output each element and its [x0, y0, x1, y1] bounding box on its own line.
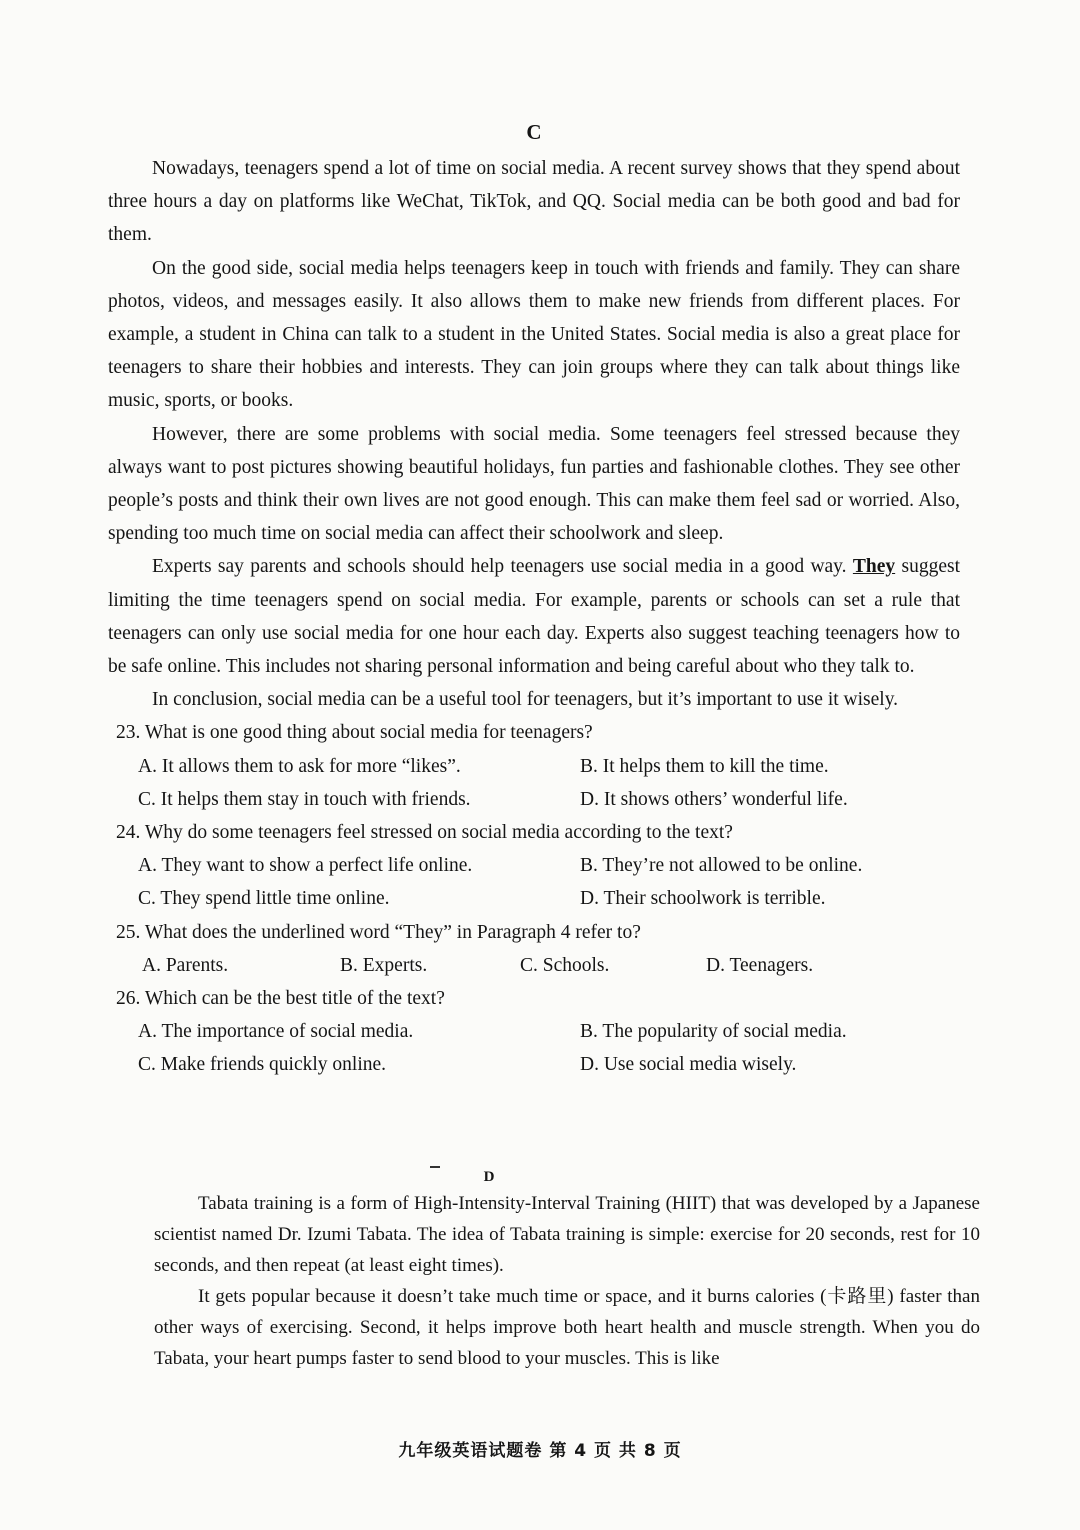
question-list	[108, 716, 960, 1081]
passage-c-paragraph-1: Nowadays, teenagers spend a lot of time on social media. A recent survey shows that they spend about three hours a day on platforms like WeChat, TikTok, and QQ. Social media can be both good and bad for them.	[108, 158, 960, 246]
paragraph-4-rest: suggest limiting the time teenagers spend on social media. For example, parents or schools can set a rule that teenagers can only use social media for one hour each day. Experts also suggest teaching teenagers how to be safe online. This includes not sharing personal information and being careful about who they talk to.	[108, 556, 960, 678]
section-d-heading: D	[483, 1169, 495, 1185]
option-24d: D. Their schoolwork is terrible.	[580, 888, 826, 910]
underlined-word-they: They	[852, 556, 896, 578]
passage-d-paragraph-2: It gets popular because it doesn’t take much time or space, and it burns calories (卡路里) faster than other ways of exercising. Second, it helps improve both heart health and muscle strength. When you do Tabata, your heart pumps faster to send blood to your muscles. This is like	[154, 1286, 980, 1369]
question-23-options	[108, 750, 960, 816]
reading-section-d	[154, 1166, 980, 1374]
option-26a: A. The importance of social media.	[138, 1021, 414, 1043]
reading-section-c	[108, 118, 960, 1082]
option-25b: B. Experts.	[340, 954, 428, 976]
option-25a: A. Parents.	[142, 954, 229, 976]
option-23c: C. It helps them stay in touch with friends.	[138, 788, 471, 810]
question-24: 24. Why do some teenagers feel stressed on social media according to the text?	[116, 822, 733, 844]
option-26c: C. Make friends quickly online.	[138, 1054, 387, 1076]
paragraph-4-start: Experts say parents and schools should help teenagers use social media in a good way.	[152, 556, 847, 578]
option-24c: C. They spend little time online.	[138, 888, 390, 910]
option-24b: B. They’re not allowed to be online.	[580, 855, 863, 877]
passage-d-paragraph-1: Tabata training is a form of High-Intensity-Interval Training (HIIT) that was developed by a Japanese scientist named Dr. Izumi Tabata. The idea of Tabata training is simple: exercise for 20 seconds, rest for 10 seconds, and then repeat (at least eight times).	[154, 1193, 980, 1276]
option-23d: D. It shows others’ wonderful life.	[580, 788, 848, 810]
question-25-options	[108, 949, 960, 982]
option-26b: B. The popularity of social media.	[580, 1021, 847, 1043]
option-23a: A. It allows them to ask for more “likes”.	[138, 755, 461, 777]
passage-c-paragraph-2: On the good side, social media helps teenagers keep in touch with friends and family. They can share photos, videos, and messages easily. It also allows them to make new friends from different places. For example, a student in China can talk to a student in the United States. Social media is also a great place for teenagers to share their hobbies and interests. They can join groups where they can talk about things like music, sports, or books.	[108, 257, 960, 412]
section-c-heading: C	[526, 120, 542, 144]
option-25c: C. Schools.	[520, 954, 610, 976]
page-footer: 九年级英语试题卷 第 4 页 共 8 页	[398, 1441, 682, 1461]
question-26-options	[108, 1015, 960, 1081]
option-24a: A. They want to show a perfect life online.	[138, 855, 473, 877]
passage-c-paragraph-3: However, there are some problems with social media. Some teenagers feel stressed because they always want to post pictures showing beautiful holidays, fun parties and fashionable clothes. They see other people’s posts and think their own lives are not good enough. This can make them feel sad or worried. Also, spending too much time on social media can affect their schoolwork and sleep.	[108, 423, 960, 545]
passage-c-paragraph-5: In conclusion, social media can be a useful tool for teenagers, but it’s important to use it wisely.	[152, 689, 899, 711]
question-24-options	[108, 849, 960, 915]
question-25: 25. What does the underlined word “They” in Paragraph 4 refer to?	[116, 921, 641, 943]
question-23: 23. What is one good thing about social media for teenagers?	[116, 722, 593, 744]
option-26d: D. Use social media wisely.	[580, 1054, 797, 1076]
option-25d: D. Teenagers.	[706, 954, 814, 976]
option-23b: B. It helps them to kill the time.	[580, 755, 829, 777]
question-26: 26. Which can be the best title of the text?	[116, 988, 445, 1010]
passage-c-paragraph-4	[108, 550, 960, 683]
